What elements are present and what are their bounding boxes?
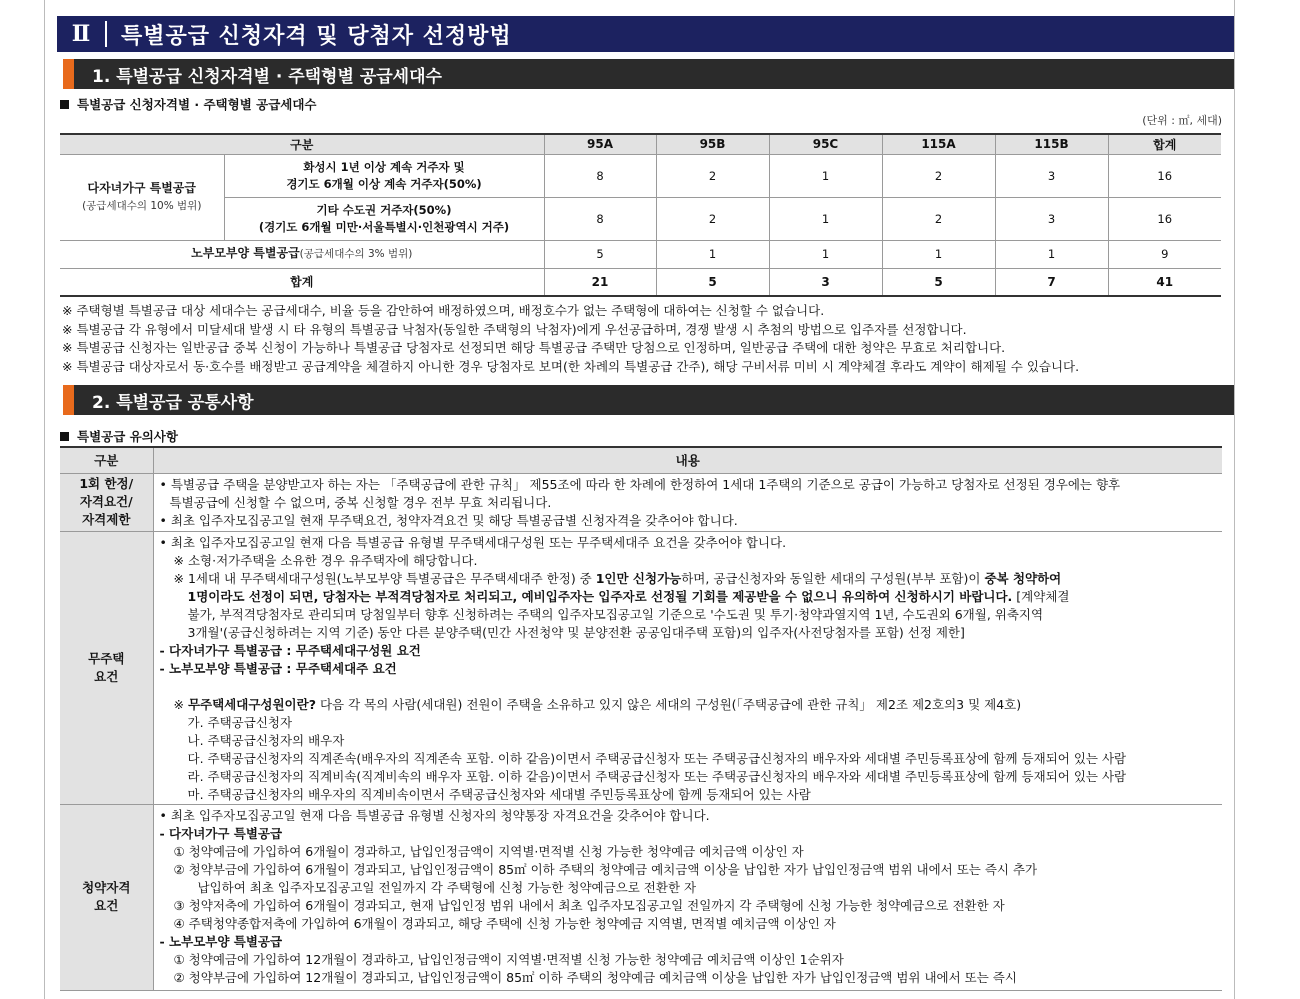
- category-multichild-note: (공급세대수의 10% 범위): [82, 199, 202, 212]
- notice-row-head: [60, 804, 153, 990]
- cell-value: 2: [656, 154, 769, 197]
- body-line: [160, 570, 1217, 588]
- body-line: [160, 696, 1217, 714]
- notice-table: [60, 446, 1222, 991]
- header-115a: 115A: [882, 134, 995, 154]
- cell-value: 1: [995, 240, 1108, 268]
- cell-value: 3: [995, 197, 1108, 240]
- header-115b: 115B: [995, 134, 1108, 154]
- section1-subhead: [60, 95, 317, 113]
- note-line: ※ 주택형별 특별공급 대상 세대수는 공급세대수, 비율 등을 감안하여 배정하였으며, 배정호수가 없는 주택형에 대하여는 신청할 수 없습니다.: [62, 303, 825, 318]
- body-line: ※ 소형·저가주택을 소유한 경우 유주택자에 해당합니다.: [173, 552, 478, 568]
- cell-value: 2: [882, 197, 995, 240]
- text-span: [계약체결: [1012, 588, 1070, 604]
- body-line: 다. 주택공급신청자의 직계존속(배우자의 직계존속 포함. 이하 같음)이면서 주택공급신청자 또는 주택공급신청자의 배우자와 세대별 주민등록표상에 함께 등재되어 있는 사람: [187, 750, 1127, 766]
- header-category: 구분: [60, 134, 544, 154]
- header-95b: 95B: [656, 134, 769, 154]
- section1-heading: [63, 59, 1234, 89]
- page-left-border: [44, 0, 45, 999]
- chapter-heading: [57, 16, 1234, 52]
- head-line: 자격요건/: [79, 494, 133, 509]
- subcategory-line: (경기도 6개월 미만·서울특별시·인천광역시 거주): [258, 219, 510, 234]
- cell-value: 8: [544, 197, 656, 240]
- cell-value: 1: [882, 240, 995, 268]
- head-line: 1회 한정/: [79, 476, 134, 491]
- cell-value: 3: [995, 154, 1108, 197]
- body-line: • 특별공급 주택을 분양받고자 하는 자는 「주택공급에 관한 규칙」 제55조에 따라 한 차례에 한정하여 1세대 1주택의 기준으로 공급이 가능하고 당첨자로 선정된 경우에는 향후: [159, 476, 1121, 492]
- category-elderly: [60, 240, 544, 268]
- cell-value: 9: [1108, 240, 1221, 268]
- cell-value: 1: [656, 240, 769, 268]
- spacer: [160, 678, 1217, 696]
- cell-total: 3: [769, 268, 882, 296]
- head-line: 요건: [94, 668, 119, 684]
- text-span-bold: 중복 청약하여: [984, 570, 1062, 586]
- notice-header-content: 내용: [153, 447, 1222, 473]
- notice-row-homeless: [60, 531, 1222, 804]
- chapter-number: Ⅱ: [57, 21, 107, 47]
- text-span: 다음 각 목의 사람(세대원) 전원이 주택을 소유하고 있지 않은 세대의 구성원(「주택공급에 관한 규칙」 제2조 제2호의3 및 제4호): [315, 696, 1022, 712]
- section1-subhead-text: 특별공급 신청자격별 · 주택형별 공급세대수: [77, 97, 317, 112]
- section2-heading: [63, 385, 1234, 415]
- table-row: [60, 240, 1221, 268]
- text-span-bold: 1인만 신청가능: [595, 570, 682, 586]
- category-multichild-name: 다자녀가구 특별공급: [87, 180, 196, 195]
- notice-row-body: [153, 804, 1222, 990]
- square-bullet-icon: [60, 432, 69, 441]
- body-line: 나. 주택공급신청자의 배우자: [187, 732, 345, 748]
- section2-subhead: [60, 427, 178, 445]
- body-line: ④ 주택청약종합저축에 가입하여 6개월이 경과되고, 해당 주택에 신청 가능한 청약예금 지역별, 면적별 예치금액 이상인 자: [173, 915, 836, 931]
- cell-value: 2: [656, 197, 769, 240]
- text-span: ※: [173, 696, 188, 712]
- body-line: - 노부모부양 특별공급: [159, 933, 283, 949]
- cell-value: 2: [882, 154, 995, 197]
- unit-label: (단위 : ㎡, 세대): [1142, 114, 1222, 127]
- table-row: [60, 154, 1221, 197]
- body-line: ② 청약부금에 가입하여 12개월이 경과되고, 납입인정금액이 85㎡ 이하 주택의 청약예금 예치금액 이상을 납입한 자가 납입인정금액 범위 내에서 또는 즉시: [173, 969, 1017, 985]
- body-line: 불가, 부적격당첨자로 관리되며 당첨일부터 향후 신청하려는 주택의 입주자모집공고일 기준으로 '수도권 및 투기·청약과열지역 1년, 수도권외 6개월, 위축지역: [187, 606, 1044, 622]
- table-row: [60, 197, 1221, 240]
- head-line: 청약자격: [82, 880, 131, 895]
- section1-notes: [62, 302, 1227, 376]
- text-span-bold: 1명이라도 선정이 되면, 당첨자는 부적격당첨자로 처리되고, 예비입주자는 입주자로 선정될 기회를 제공받을 수 없으니 유의하여 신청하시기 바랍니다.: [187, 588, 1013, 604]
- body-line: - 노부모부양 특별공급 : 무주택세대주 요건: [159, 660, 397, 676]
- cell-value: 1: [769, 197, 882, 240]
- cell-total: 7: [995, 268, 1108, 296]
- cell-value: 1: [769, 240, 882, 268]
- notice-row-head: [60, 473, 153, 531]
- cell-value: 1: [769, 154, 882, 197]
- subcategory-other-capital: [224, 197, 544, 240]
- header-95a: 95A: [544, 134, 656, 154]
- subcategory-line: 경기도 6개월 이상 계속 거주자(50%): [286, 176, 482, 191]
- cell-value: 5: [544, 240, 656, 268]
- body-line: • 최초 입주자모집공고일 현재 무주택요건, 청약자격요건 및 해당 특별공급별 신청자격을 갖추어야 합니다.: [159, 512, 738, 528]
- cell-value: 8: [544, 154, 656, 197]
- body-line: [160, 588, 1217, 606]
- text-span-bold: 무주택세대구성원이란?: [187, 696, 316, 712]
- section2-accent: [63, 385, 74, 415]
- cell-total: 41: [1108, 268, 1221, 296]
- notice-row-body: [153, 473, 1222, 531]
- section2-subhead-text: 특별공급 유의사항: [77, 429, 178, 444]
- cell-total: 21: [544, 268, 656, 296]
- body-line: ② 청약부금에 가입하여 6개월이 경과되고, 납입인정금액이 85㎡ 이하 주택의 청약예금 예치금액 이상을 납입한 자가 납입인정금액 범위 내에서 또는 즉시 추가: [173, 861, 1038, 877]
- category-multichild: [60, 154, 224, 240]
- notice-row-subscription: [60, 804, 1222, 990]
- body-line: ① 청약예금에 가입하여 12개월이 경과하고, 납입인정금액이 지역별·면적별 신청 가능한 청약예금 예치금액 이상인 1순위자: [173, 951, 844, 967]
- body-line: 특별공급에 신청할 수 없으며, 중복 신청할 경우 전부 무효 처리됩니다.: [169, 494, 552, 510]
- page-right-border: [1234, 0, 1235, 999]
- subcategory-line: 기타 수도권 거주자(50%): [316, 202, 452, 217]
- square-bullet-icon: [60, 100, 69, 109]
- text-span: ※ 1세대 내 무주택세대구성원(노부모부양 특별공급은 무주택세대주 한정) 중: [173, 570, 596, 586]
- body-line: • 최초 입주자모집공고일 현재 다음 특별공급 유형별 신청자의 청약통장 자격요건을 갖추어야 합니다.: [159, 807, 710, 823]
- notice-row-head: [60, 531, 153, 804]
- note-line: ※ 특별공급 대상자로서 동·호수를 배정받고 공급계약을 체결하지 아니한 경우 당첨자로 보며(한 차례의 특별공급 간주), 해당 구비서류 미비 시 계약체결 후라도 계약이 해제될 수 있습니다.: [62, 358, 1080, 374]
- notice-header-category: 구분: [60, 447, 153, 473]
- note-line: ※ 특별공급 신청자는 일반공급 중복 신청이 가능하나 특별공급 당첨자로 선정되면 해당 특별공급 주택만 당첨으로 인정하며, 일반공급 주택에 대한 청약은 무효로 처리합니다.: [62, 340, 1006, 355]
- head-line: 무주택: [88, 650, 125, 666]
- body-line: 3개월'(공급신청하려는 지역 기준) 동안 다른 분양주택(민간 사전청약 및 분양전환 공공임대주택 포함)의 입주자(사전당첨자를 포함) 선정 제한]: [187, 624, 965, 640]
- cell-total: 5: [882, 268, 995, 296]
- header-95c: 95C: [769, 134, 882, 154]
- body-line: 라. 주택공급신청자의 직계비속(직계비속의 배우자 포함. 이하 같음)이면서 주택공급신청자 또는 주택공급신청자의 배우자와 세대별 주민등록표상에 함께 등재되어 있는 사람: [187, 768, 1127, 784]
- subcategory-hwaseong: [224, 154, 544, 197]
- subcategory-line: 화성시 1년 이상 계속 거주자 및: [303, 159, 465, 174]
- supply-table: [60, 133, 1221, 297]
- section1-title: 1. 특별공급 신청자격별 · 주택형별 공급세대수: [92, 66, 442, 87]
- section1-accent: [63, 59, 74, 89]
- body-line: - 다자녀가구 특별공급: [159, 825, 283, 841]
- section2-title: 2. 특별공급 공통사항: [92, 392, 254, 413]
- text-span: 하며, 공급신청자와 동일한 세대의 구성원(부부 포함)이: [681, 570, 985, 586]
- cell-value: 16: [1108, 197, 1221, 240]
- body-line: ① 청약예금에 가입하여 6개월이 경과하고, 납입인정금액이 지역별·면적별 신청 가능한 청약예금 예치금액 이상인 자: [173, 843, 804, 859]
- chapter-title: 특별공급 신청자격 및 당첨자 선정방법: [121, 23, 512, 49]
- head-line: 요건: [94, 898, 119, 913]
- head-line: 자격제한: [82, 512, 131, 527]
- category-elderly-note: (공급세대수의 3% 범위): [299, 248, 413, 260]
- body-line: 납입하여 최초 입주자모집공고일 전일까지 각 주택형에 신청 가능한 청약예금으로 전환한 자: [197, 879, 697, 895]
- body-line: 마. 주택공급신청자의 배우자의 직계비속이면서 주택공급신청자와 세대별 주민등록표상에 함께 등재되어 있는 사람: [187, 786, 811, 802]
- body-line: 가. 주택공급신청자: [187, 714, 293, 730]
- notice-row-body: [153, 531, 1222, 804]
- body-line: - 다자녀가구 특별공급 : 무주택세대구성원 요건: [159, 642, 421, 658]
- cell-value: 16: [1108, 154, 1221, 197]
- cell-total: 5: [656, 268, 769, 296]
- body-line: ③ 청약저축에 가입하여 6개월이 경과되고, 현재 납입인정 범위 내에서 최초 입주자모집공고일 전일까지 각 주택형에 신청 가능한 청약예금으로 전환한 자: [173, 897, 1005, 913]
- body-line: • 최초 입주자모집공고일 현재 다음 특별공급 유형별 무주택세대구성원 또는 무주택세대주 요건을 갖추어야 합니다.: [159, 534, 787, 550]
- category-elderly-name: 노부모부양 특별공급: [191, 246, 300, 260]
- header-total: 합계: [1108, 134, 1221, 154]
- notice-row-once: [60, 473, 1222, 531]
- total-label: 합계: [60, 268, 544, 296]
- table-total-row: [60, 268, 1221, 296]
- note-line: ※ 특별공급 각 유형에서 미달세대 발생 시 타 유형의 특별공급 낙첨자(동일한 주택형의 낙첨자)에게 우선공급하며, 경쟁 발생 시 추첨의 방법으로 입주자를 선정합니다.: [62, 321, 967, 337]
